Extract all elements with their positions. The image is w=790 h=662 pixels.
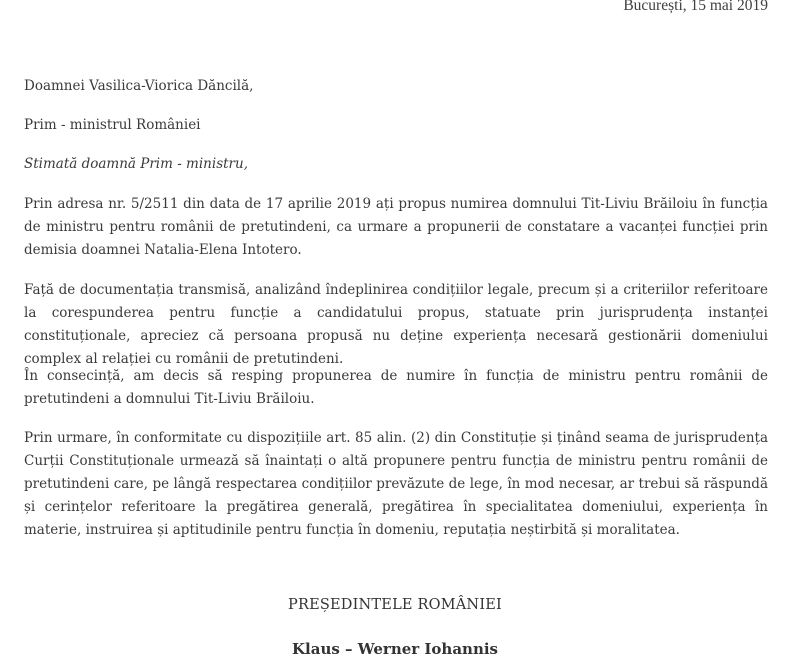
salutation: Stimată doamnă Prim - ministru, (24, 156, 248, 172)
paragraph-4: Prin urmare, în conformitate cu dispozițiile art. 85 alin. (2) din Constituție și ținând seama de jurisprudența Curții Constituționale urmează să înaintați o altă propunere pentru funcția de ministru pentru românii de pretutindeni care, pe lângă respectarea condițiilor prevăzute de lege, în mod necesar, ar trebui să răspundă și cerințelor referitoare la pregătirea generală, pregătirea în specialitatea domeniului, experiența în materie, instruirea și aptitudinile pentru funcția în domeniu, reputația neștirbită și moralitatea. (24, 430, 768, 538)
paragraph-2: Față de documentația transmisă, analizând îndeplinirea condițiilor legale, precum și a criteriilor referitoare la corespunderea pentru funcție a candidatului propus, statuate prin jurisprudența instanței constituționale, apreciez că persoana propusă nu deține experiența necesară gestionării domeniului complex al relației cu românii de pretutindeni. (24, 282, 768, 367)
paragraph-1: Prin adresa nr. 5/2511 din data de 17 aprilie 2019 ați propus numirea domnului Tit-Liviu Brăiloiu în funcția de ministru pentru românii de pretutindeni, ca urmare a propunerii de constatare a vacanței funcției prin demisia doamnei Natalia-Elena Intotero. (24, 196, 768, 258)
paragraph-3: În consecință, am decis să resping propunerea de numire în funcția de ministru pentru românii de pretutindeni a domnului Tit-Liviu Brăiloiu. (24, 368, 768, 407)
signature-title: PREȘEDINTELE ROMÂNIEI (288, 597, 502, 613)
signature-name: Klaus – Werner Iohannis (292, 640, 498, 658)
recipient-role: Prim - ministrul României (24, 117, 201, 133)
letter-date: București, 15 mai 2019 (623, 0, 768, 14)
recipient-line: Doamnei Vasilica-Viorica Dăncilă, (24, 78, 254, 94)
